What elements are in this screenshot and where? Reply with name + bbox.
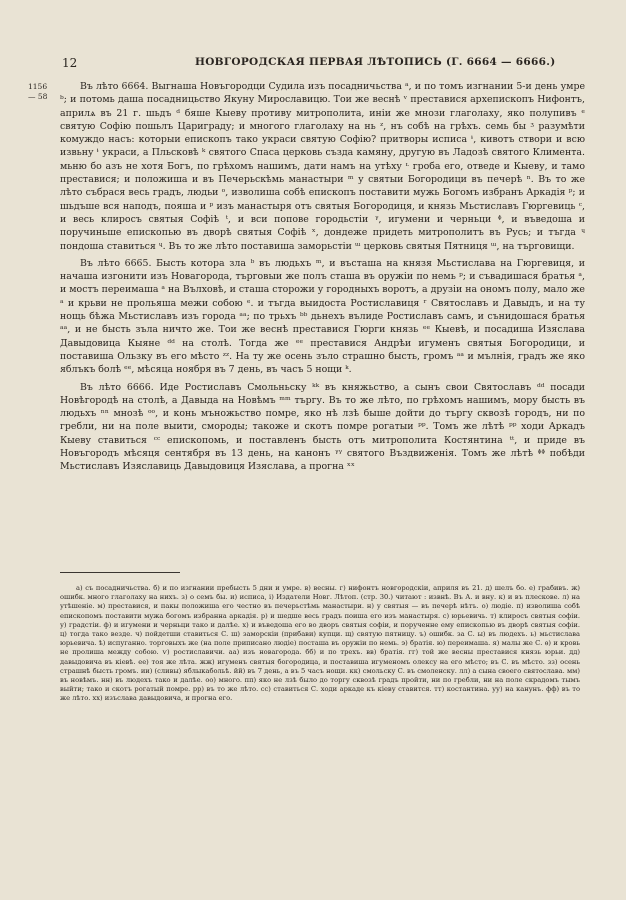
footnotes: а) съ посадничьства. б) и по изгнании пребысть 5 дни и умре. в) весны. г) нифонтъ новгородскiи, априля въ 21. д) шелъ бо. е) грабивъ. ж) ошибк. много глаголаху на нихъ. з) о семъ бы. и) исписа, i) Издатели Новг. Лѣтоп. (стр. 30.) читают : извнѣ. Въ А. и вну. к) и въ плескове. л) на утѣшенiе. м) преставися, и пакы положиша его честно въ печерьстѣмь манастыри. н) у святыя — въ печерѣ нѣтъ. о) людiе. п) изволиша собѣ епископомъ поставити мужа богомъ избранна аркадiя. р) и шедше весь градъ поиша его изъ манастыря. с) юрьевичь. т) клиросъ святыя софiи. у) градстiи. ф) и игумени и черньци тако и далѣе. х) и въведоша его во дворъ святыя софiи, и порученне ему епископью въ дворѣ святыя софiи. ц) тогда тако везде. ч) пойдетши ставиться С. ш) заморскiи (прибави) купци. щ) святую пятницу. ъ) ошибк. за С. ы) въ людехъ. ь) мьстислава юрьевича. ѣ) испуганно. торговыхъ же (на поле приписано людiе) посташа въ оружiи по немь. э) братiя. ю) переимаша. я) малы же С. ѳ) и кровь не пролиша между собою. ѵ) ростиславичи. аа) изъ новагорода. бб) и по трехъ. вв) братiя. гг) той же весны преставися князь юрьи. дд) давыдовича въ кiевѣ. ее) тоя же лѣта. жж) игуменъ святыя богородица, и поставиша игуменомъ олексу на его мѣсто; въ С. въ мѣсто. зз) осень страшнѣ бысть громъ. ии) (сливы) яблыкабольѣ. йй) въ 7 день, а въ 5 часъ нощи. кк) смольску С. въ смоленску. лл) а сына своего святослава. мм) въ новѣмъ. нн) въ людехъ тако и далѣе. оо) много. пп) яко не лзѣ было до торгу сквозѣ градъ пройти, ни по гребли, ни на поле скрадомъ тымъ выйти; тако и скотъ рогатый помре. рр) въ то же лѣто. сс) ставиться С. ходи аркаде къ кiеву ставится. тт) костантина. уу) на канунъ. фф) въ то же лѣто. хх) изъслава давыдовича, и прогна его. [60,584,580,703]
chronicle-text [60,80,585,478]
margin-year-start: 1156 [28,82,48,91]
paragraph-year-6666: Въ лѣто 6666. Иде Ростиславъ Смольньску ᵏᵏ въ княжьство, а сынъ свои Святославъ ᵈᵈ посади Новѣгородѣ на столѣ, а Давыда на Новѣмъ ᵐᵐ търгу. Въ то же лѣто, по грѣхомъ нашимъ, мору бысть въ людьхъ ⁿⁿ мнозѣ ᵒᵒ, и конь мъножьство помре, яко нѣ лзѣ быше дойти до търгу сквозѣ городъ, ни по гребли, ни на поле выити, смороды; такоже и скотъ помре рогатыи ᵖᵖ. Томъ же лѣтѣ ᵖᵖ ходи Аркадъ Кыеву ставиться ᶜᶜ епископомь, и поставленъ бысть отъ митрополита Костянтина ᵗᵗ, и приде въ Новъгородъ мѣсяця сентября въ 13 день, на канонъ ᵞᵞ святого Въздвиженiя. Томъ же лѣтѣ ᶲᶲ побѣди Мьстиславъ Изяславиць Давыдовиця Изяслава, а прогна ˣˣ [60,381,585,473]
page-number: 12 [62,56,78,70]
paragraph-year-6665: Въ лѣто 6665. Бысть котора зла ᵇ въ людьхъ ᵐ, и въсташа на князя Мьстислава на Гюргевиця, и начаша изгонити изъ Новагорода, търговыи же полъ сташа въ оружiи по немь ᵖ; и съвадишася братья ᵃ, и мостъ переимаша ᵃ на Вълховѣ, и сташа сторожи у городныхъ воротъ, а друзiи на ономъ полу, мало же ᵃ и крьви не прольяша межи собою ᵉ. и тъгда выидоста Ростиславиця ʳ Святославъ и Давыдъ, и на ту нощь бѣжа Мьстиславъ изъ города ᵃᵃ; по трьхъ ᵇᵇ дьнехъ вълиде Ростиславъ самъ, и сънидошася братья ᵃᵃ, и не бысть зъла ничто же. Тои же веснѣ преставися Гюрги князь ᵉᵉ Кыевѣ, и посадиша Изяслава Давыдовица Кыяне ᵈᵈ на столѣ. Тогда же ᵉᵉ преставися Андрѣи игуменъ святыя Богородици, и поставиша Ользку въ его мѣсто ᶻᶻ. На ту же осень зъло страшно бысть, громъ ᵃᵃ и мълнiя, градъ же яко яблъкъ болѣ ᵉᵉ, мѣсяца ноября въ 7 день, въ часъ 5 нощи ᵏ. [60,257,585,376]
paragraph-year-6664: Въ лѣто 6664. Выгнаша Новъгородци Судила изъ посадничьства ᵃ, и по томъ изгнании 5-и день умре ᵇ; и потомь даша посадницьство Якуну Мирославицю. Тои же веснѣ ᵛ преставися архепископъ Нифонтъ, априлѧ въ 21 г. шьдъ ᵈ бяше Кыеву противу митрополита, инiи же мнози глаголаху, яко полупивъ ᵉ святую Софiю пошьлъ Цариграду; и многого глаголаху на нь ᶻ, нъ собѣ на грѣхъ. семь бы ᶾ разумѣти комуждо насъ: которыи епископъ тако украси святую Софiю? притворы исписа ᶤ, кивотъ створи и всю извьну ᶤ украси, а Пльсковѣ ᵏ святого Спаса церковь създа камяну, другую въ Ладозѣ святого Климента. мьню бо азъ не хотя Богъ, по грѣхомъ нашимъ, дати намъ на утѣху ᶫ гроба его, отведе и Кыеву, и тамо преставися; и положиша и въ Печерьскѣмь манастыри ᵐ у святыи Богородици въ печерѣ ⁿ. Въ то же лѣто събрася весь градъ, людьи ᵒ, изволиша собѣ епископъ поставити мужь Богомъ избранъ Аркадiя ᵖ; и шьдъше вся наподъ, пояша и ᵖ изъ манастыря отъ святыя Богородиця, и князь Мьстиславъ Гюргевиць ᶜ, и весь клиросъ святыя Софiѣ ᵗ, и вси попове городьстiи ᵞ, игумени и черньци ᶲ, и въведоша и поручиньше епископью въ дворѣ святыя Софiѣ ˣ, дондеже придеть митрополитъ въ Русь; и тъгда ᶣ пондоша ставиться ᶣ. Въ то же лѣто поставиша заморьстiи ᵚ церковь святыя Пятниця ᵚ, на търговищи. [60,81,585,252]
footnote-divider [60,572,180,573]
margin-year-end: — 58 [28,92,48,101]
margin-year-range [28,82,47,102]
running-title: НОВГОРОДСКАЯ ПЕРВАЯ ЛѢТОПИСЬ (Г. 6664 — 6666.) [195,56,556,68]
page-header [60,56,580,70]
